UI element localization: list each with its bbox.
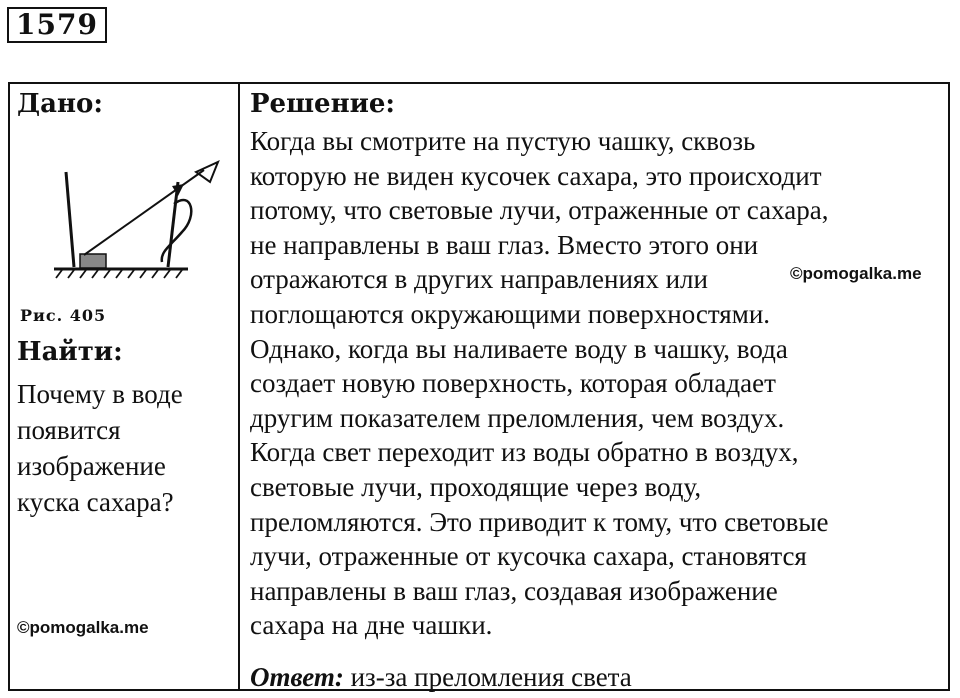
solution-line: поглощаются окружающими поверхностями. <box>250 298 771 329</box>
watermark-right: ©pomogalka.me <box>790 264 922 283</box>
figure-caption: Рис. 405 <box>20 306 107 325</box>
sugar-cube <box>80 254 106 268</box>
given-column <box>10 84 238 689</box>
solution-line: направлены в ваш глаз, создавая изображение <box>250 575 778 606</box>
cup-handle <box>162 200 192 262</box>
solution-line: другим показателем преломления, чем воздух. <box>250 402 785 433</box>
find-heading: Найти: <box>17 337 123 367</box>
solution-heading: Решение: <box>250 89 396 119</box>
light-ray <box>84 170 204 255</box>
solution-line: потому, что световые лучи, отраженные от сахара, <box>250 195 829 226</box>
solution-line: создает новую поверхность, которая обладает <box>250 368 776 399</box>
ray-arrowhead <box>172 184 184 196</box>
solution-line: не направлены в ваш глаз. Вместо этого они <box>250 229 759 260</box>
solution-line: преломляются. Это приводит к тому, что световые <box>250 506 829 537</box>
solution-line: лучи, отраженные от кусочка сахара, становятся <box>250 541 807 572</box>
problem-number: 1579 <box>7 7 107 43</box>
solution-line: световые лучи, проходящие через воду, <box>250 471 702 502</box>
eye-icon <box>196 162 218 182</box>
solution-text <box>250 124 940 643</box>
watermark-left: ©pomogalka.me <box>17 618 149 637</box>
solution-line: сахара на дне чашки. <box>250 610 493 641</box>
solution-line: Однако, когда вы наливаете воду в чашку, вода <box>250 333 788 364</box>
cup-sugar-figure <box>10 124 238 324</box>
solution-line: Когда свет переходит из воды обратно в воздух, <box>250 437 799 468</box>
floor-hatching <box>56 270 182 278</box>
solution-line: Когда вы смотрите на пустую чашку, сквозь <box>250 126 756 156</box>
answer-label: Ответ: <box>250 662 344 692</box>
answer-text: из-за преломления света <box>350 662 632 692</box>
problem-table <box>8 82 950 691</box>
solution-line: которую не виден кусочек сахара, это происходит <box>250 160 822 191</box>
given-heading: Дано: <box>17 89 103 119</box>
solution-line: отражаются в других направлениях или <box>250 264 708 295</box>
find-question: Почему в воде появится изображение куска сахара? <box>17 379 183 517</box>
cup-left-wall <box>66 172 74 267</box>
solution-column <box>240 84 948 692</box>
answer-line <box>250 660 632 694</box>
